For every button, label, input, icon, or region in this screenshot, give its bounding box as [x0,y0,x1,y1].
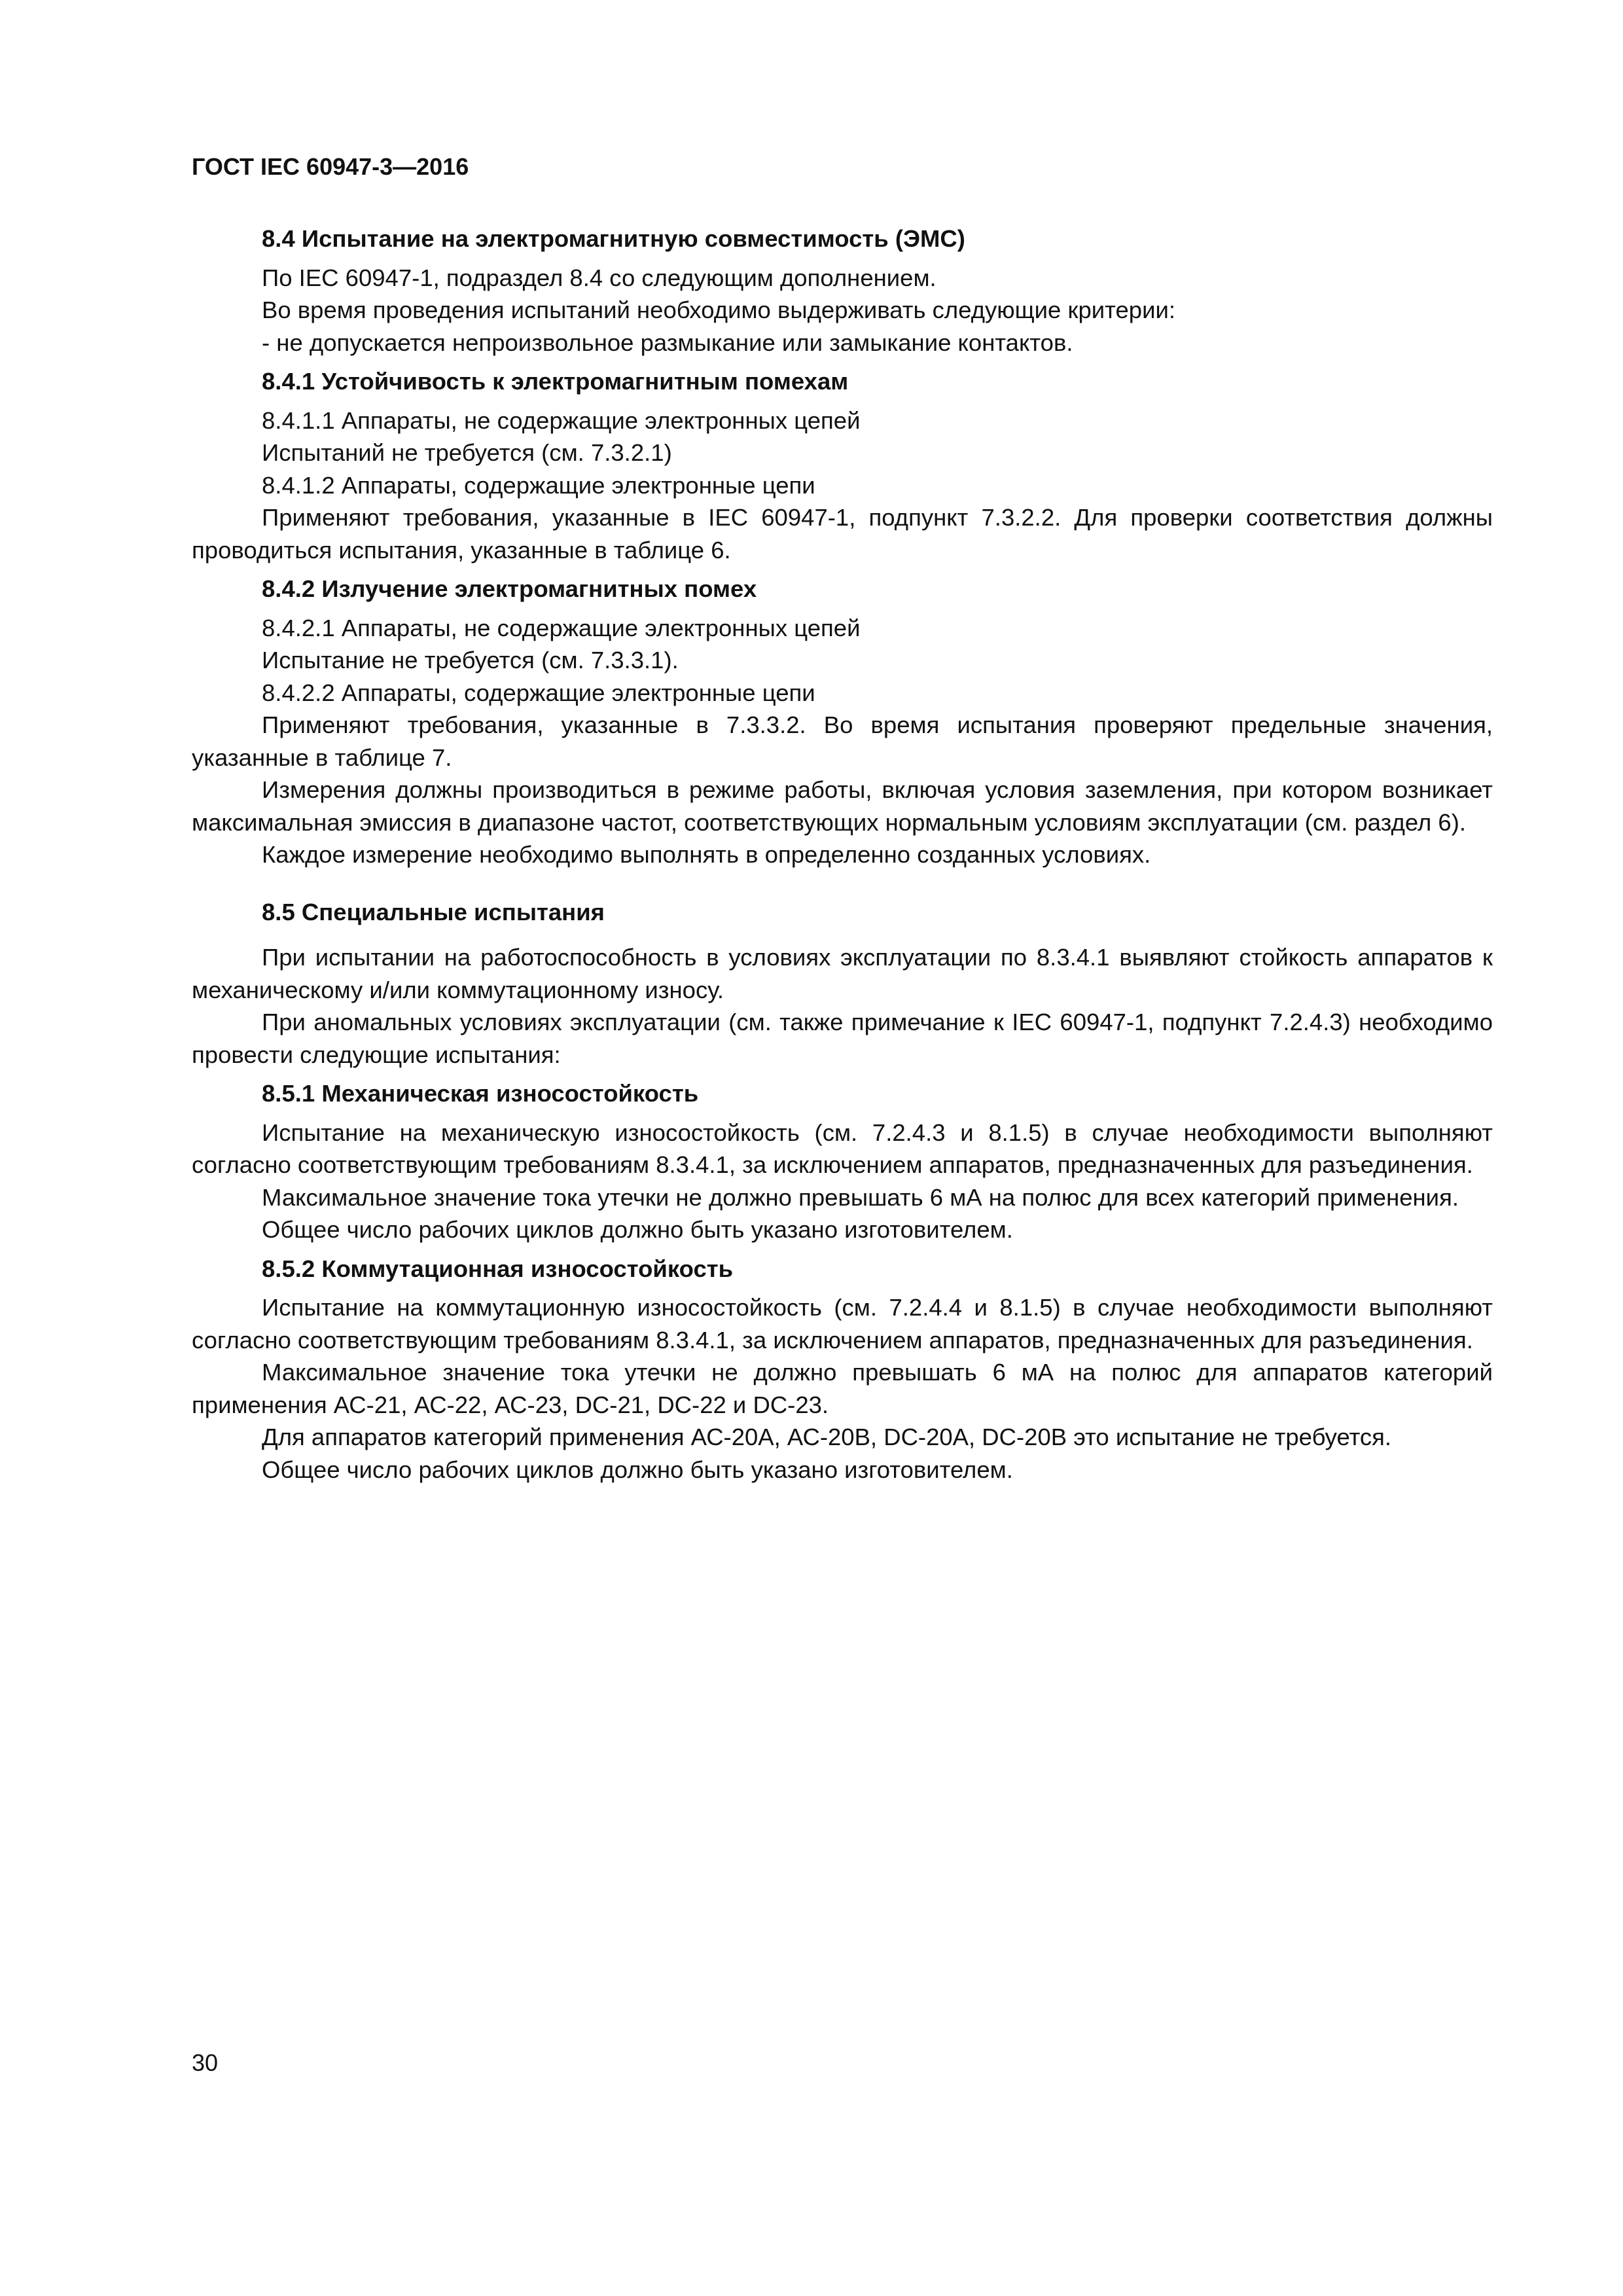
paragraph: 8.4.1.1 Аппараты, не содержащие электронных цепей [262,406,861,434]
section-heading-8-5: 8.5 Специальные испытания [262,898,605,925]
paragraph: Общее число рабочих циклов должно быть указано изготовителем. [262,1216,1013,1243]
paragraph: Применяют требования, указанные в 7.3.3.2. Во время испытания проверяют предельные значения, указанные в таблице 7. [192,711,1493,771]
paragraph: Применяют требования, указанные в IEC 60947-1, подпункт 7.3.2.2. Для проверки соответствия должны проводиться испытания, указанные в таблице 6. [192,504,1493,564]
paragraph: - не допускается непроизвольное размыкание или замыкание контактов. [262,329,1073,356]
paragraph: Испытание на коммутационную износостойкость (см. 7.2.4.4 и 8.1.5) в случае необходимости выполняют согласно соответствующим требованиям 8.3.4.1, за исключением аппаратов, предназначенных для разъединения. [192,1294,1493,1354]
paragraph: Общее число рабочих циклов должно быть указано изготовителем. [262,1456,1013,1483]
paragraph: 8.4.1.2 Аппараты, содержащие электронные цепи [262,471,815,499]
paragraph: Во время проведения испытаний необходимо выдерживать следующие критерии: [262,296,1175,323]
page-body [192,223,1493,1486]
section-heading-8-5-1: 8.5.1 Механическая износостойкость [262,1080,699,1107]
page-number: 30 [192,2049,219,2076]
paragraph: Максимальное значение тока утечки не должно превышать 6 мА на полюс для аппаратов категорий применения АС-21, АС-22, АС-23, DC-21, DC-22 и DC-23. [192,1359,1493,1418]
document-header: ГОСТ IEC 60947-3—2016 [192,153,469,180]
paragraph: 8.4.2.2 Аппараты, содержащие электронные цепи [262,679,815,706]
paragraph: 8.4.2.1 Аппараты, не содержащие электронных цепей [262,614,861,641]
section-heading-8-4: 8.4 Испытание на электромагнитную совместимость (ЭМС) [262,225,965,252]
paragraph: Испытание не требуется (см. 7.3.3.1). [262,647,679,673]
section-heading-8-5-2: 8.5.2 Коммутационная износостойкость [262,1255,734,1282]
paragraph: Для аппаратов категорий применения АС-20А, АС-20В, DC-20A, DC-20B это испытание не требуется. [262,1424,1392,1450]
paragraph: Испытаний не требуется (см. 7.3.2.1) [262,439,672,466]
section-heading-8-4-2: 8.4.2 Излучение электромагнитных помех [262,575,757,602]
paragraph: При аномальных условиях эксплуатации (см. также примечание к IEC 60947-1, подпункт 7.2.4.3) необходимо провести следующие испытания: [192,1009,1493,1068]
paragraph: Каждое измерение необходимо выполнять в определенно созданных условиях. [262,841,1151,868]
paragraph: Максимальное значение тока утечки не должно превышать 6 мА на полюс для всех категорий применения. [262,1183,1459,1211]
paragraph: При испытании на работоспособность в условиях эксплуатации по 8.3.4.1 выявляют стойкость аппаратов к механическому и/или коммутационному износу. [192,944,1493,1003]
paragraph: Измерения должны производиться в режиме работы, включая условия заземления, при котором возникает максимальная эмиссия в диапазоне частот, соответствующих нормальным условиям эксплуатации (см. раздел 6). [192,776,1493,836]
section-heading-8-4-1: 8.4.1 Устойчивость к электромагнитным помехам [262,368,849,395]
paragraph: По IEC 60947-1, подраздел 8.4 со следующим дополнением. [262,264,936,291]
paragraph: Испытание на механическую износостойкость (см. 7.2.4.3 и 8.1.5) в случае необходимости выполняют согласно соответствующим требованиям 8.3.4.1, за исключением аппаратов, предназначенных для разъединения. [192,1119,1493,1178]
